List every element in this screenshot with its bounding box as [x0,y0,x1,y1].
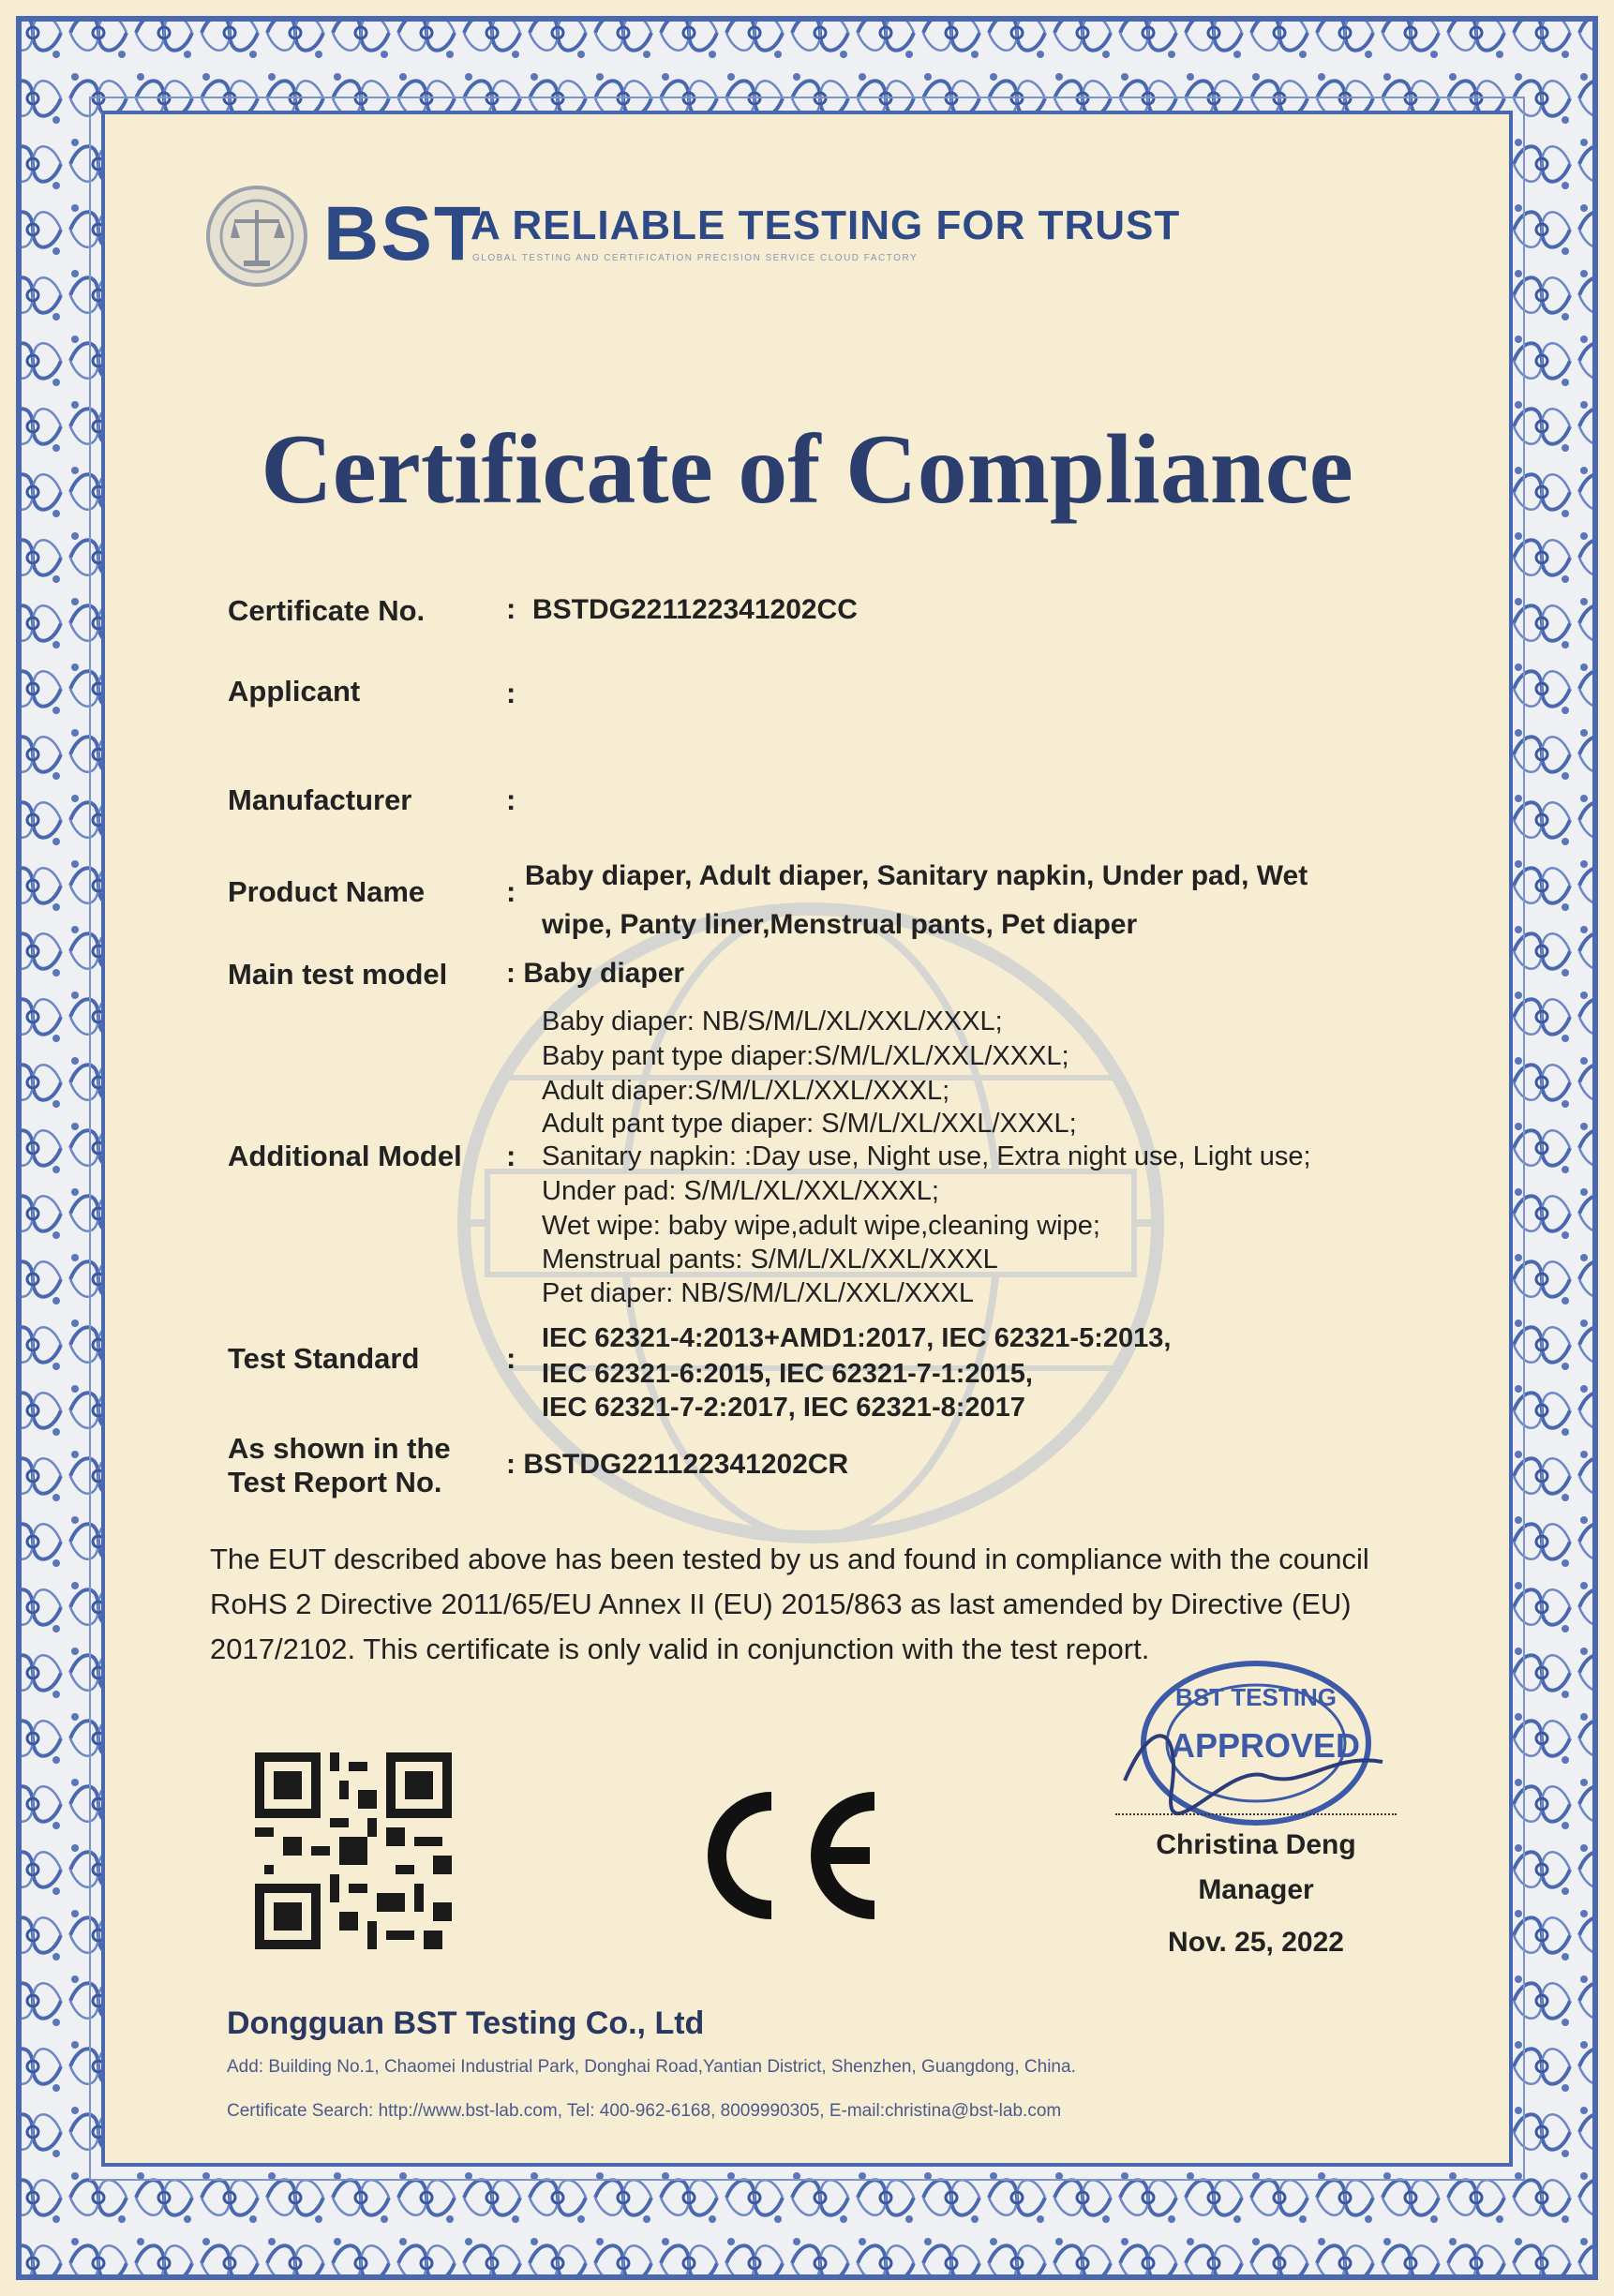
test-standard-line: IEC 62321-6:2015, IEC 62321-7-1:2015, [542,1359,1033,1389]
qr-code-icon[interactable] [255,1752,452,1949]
statement-line: The EUT described above has been tested by us and found in compliance with the council [210,1543,1369,1575]
applicant-label: Applicant [228,675,361,708]
additional-model-line: Pet diaper: NB/S/M/L/XL/XXL/XXXL [542,1278,975,1308]
ce-mark-icon [682,1781,889,1931]
product-name-line: Baby diaper, Adult diaper, Sanitary napkin, Under pad, Wet [525,860,1308,891]
brand-slogan: A RELIABLE TESTING FOR TRUST [471,202,1181,248]
certificate-no-value: BSTDG221122341202CC [532,594,858,625]
colon: : [506,1342,516,1375]
additional-model-line: Baby diaper: NB/S/M/L/XL/XXL/XXXL; [542,1006,1003,1036]
statement-line: RoHS 2 Directive 2011/65/EU Annex II (EU) 2015/863 as last amended by Directive (EU) [210,1588,1352,1620]
signing-date: Nov. 25, 2022 [1168,1927,1344,1958]
statement-line: 2017/2102. This certificate is only valid in conjunction with the test report. [210,1633,1150,1665]
certificate-no-label: Certificate No. [228,594,426,627]
signer-name: Christina Deng [1156,1829,1356,1860]
additional-model-line: Baby pant type diaper:S/M/L/XL/XXL/XXXL; [542,1041,1069,1071]
additional-model-line: Menstrual pants: S/M/L/XL/XXL/XXXL [542,1245,998,1275]
manufacturer-label: Manufacturer [228,783,412,816]
colon: : [506,875,516,908]
main-test-model-label: Main test model [228,958,448,991]
signature-line [1115,1813,1397,1815]
brand-subslogan: GLOBAL TESTING AND CERTIFICATION PRECISION SERVICE CLOUD FACTORY [472,253,919,263]
colon: : [506,677,516,709]
additional-model-label: Additional Model [228,1140,462,1172]
colon: : [506,592,516,625]
product-name-line: wipe, Panty liner,Menstrual pants, Pet diaper [542,909,1138,940]
company-address: Add: Building No.1, Chaomei Industrial Park, Donghai Road,Yantian District, Shenzhen, Guangdong, China. [227,2057,1076,2077]
test-standard-line: IEC 62321-7-2:2017, IEC 62321-8:2017 [542,1393,1025,1423]
signer-title: Manager [1198,1874,1314,1905]
test-standard-line: IEC 62321-4:2013+AMD1:2017, IEC 62321-5:2013, [542,1323,1172,1353]
brand-name: BST [323,191,483,276]
certificate-title: Certificate of Compliance [261,414,1353,524]
svg-text:BST TESTING: BST TESTING [1175,1683,1337,1711]
colon: : [506,783,516,816]
report-no-value: : BSTDG221122341202CR [506,1449,849,1480]
certificate-search-info: Certificate Search: http://www.bst-lab.com, Tel: 400-962-6168, 8009990305, E-mail:christina@bst-lab.com [227,2101,1062,2121]
additional-model-line: Under pad: S/M/L/XL/XXL/XXXL; [542,1176,939,1206]
additional-model-line: Wet wipe: baby wipe,adult wipe,cleaning wipe; [542,1211,1100,1241]
svg-text:APPROVED: APPROVED [1170,1726,1361,1765]
additional-model-line: Sanitary napkin: :Day use, Night use, Extra night use, Light use; [542,1141,1311,1171]
company-name: Dongguan BST Testing Co., Ltd [227,2005,705,2041]
test-standard-label: Test Standard [228,1342,420,1375]
additional-model-line: Adult pant type diaper: S/M/L/XL/XXL/XXXL; [542,1109,1077,1139]
additional-model-line: Adult diaper:S/M/L/XL/XXL/XXXL; [542,1076,950,1106]
approval-stamp-icon [1115,1649,1387,1837]
main-test-model-text: Baby diaper [523,958,685,989]
colon: : [506,1140,516,1172]
bst-seal-logo-icon [204,184,309,289]
report-no-text: BSTDG221122341202CR [523,1449,849,1480]
report-no-label-line2: Test Report No. [228,1466,442,1498]
product-name-label: Product Name [228,875,426,908]
report-no-label-line1: As shown in the [228,1432,451,1465]
main-test-model-value: : Baby diaper [506,958,685,989]
